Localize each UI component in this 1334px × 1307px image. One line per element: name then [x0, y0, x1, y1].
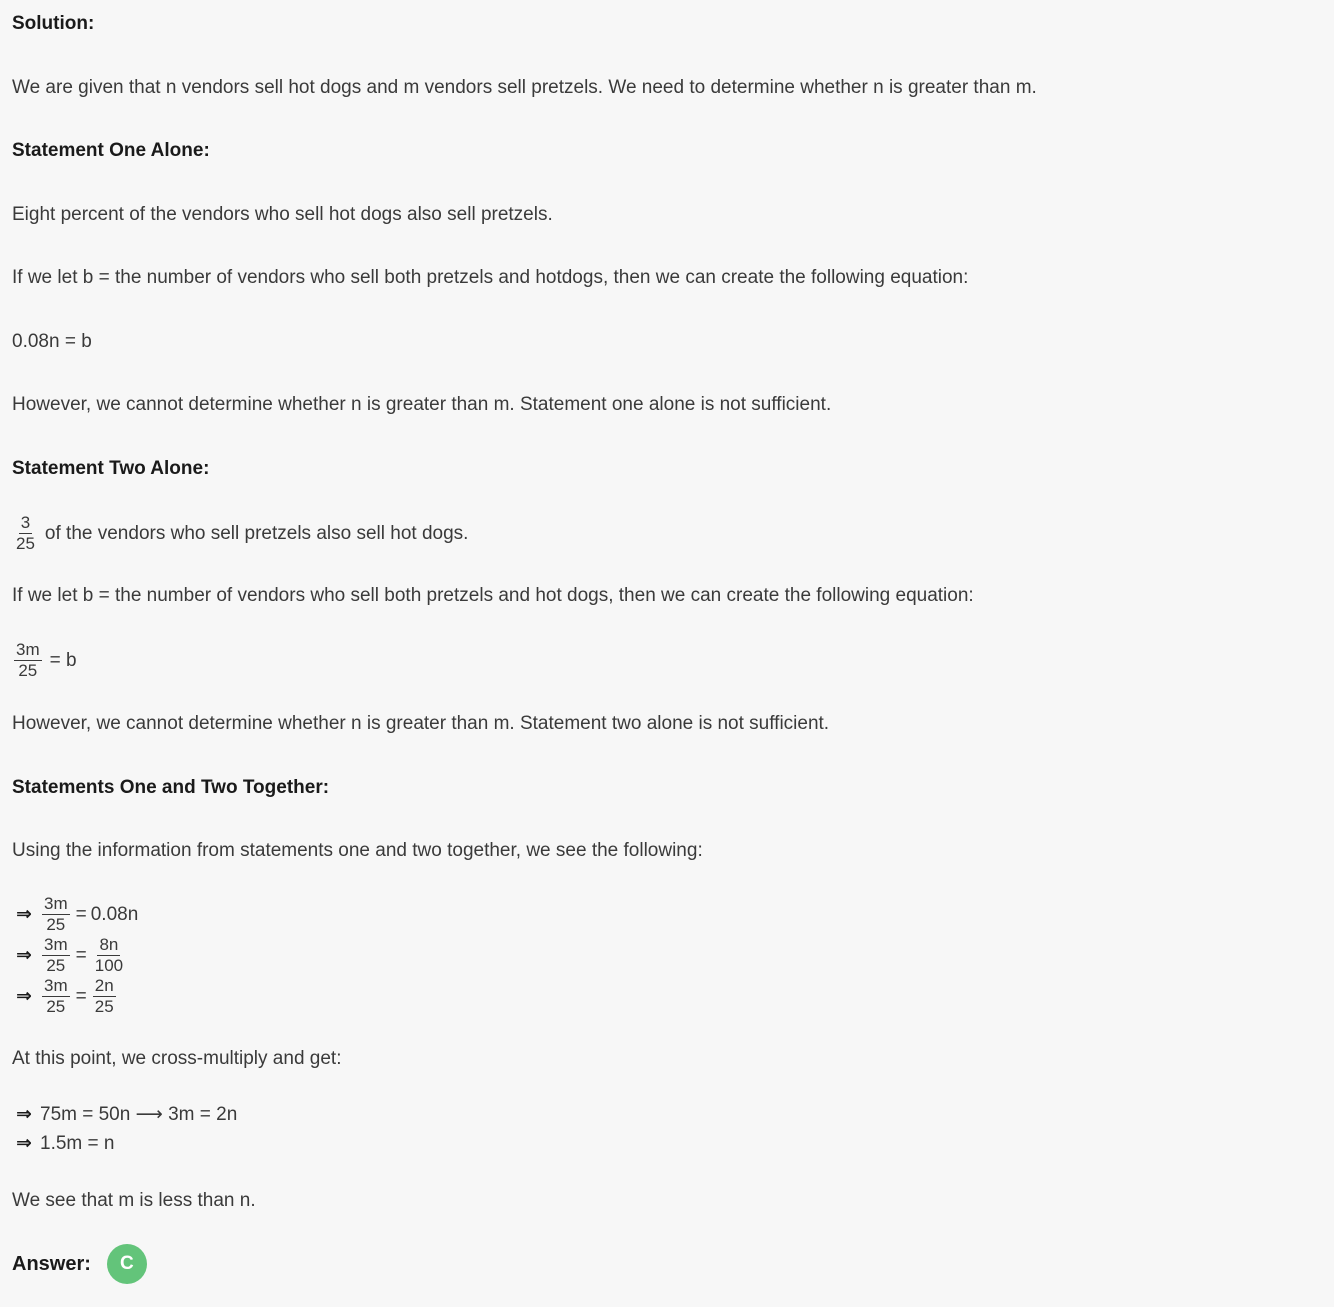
equals-sign: = — [75, 944, 87, 966]
statement-one-equation: 0.08n = b — [12, 331, 92, 352]
equation-rest: = b — [49, 649, 77, 671]
fraction-denominator: 25 — [46, 956, 66, 975]
fraction — [14, 514, 37, 553]
equals-sign: = — [75, 985, 87, 1007]
fraction — [93, 977, 116, 1016]
together-heading: Statements One and Two Together: — [12, 777, 330, 798]
cross-multiply-line — [12, 1103, 237, 1127]
fraction — [93, 936, 125, 975]
derivation-line — [12, 895, 138, 934]
fraction-denominator: 100 — [94, 956, 124, 975]
statement-two-heading: Statement Two Alone: — [12, 458, 210, 479]
fraction-numerator: 3m — [44, 976, 68, 995]
problem-intro: We are given that n vendors sell hot dogs and m vendors sell pretzels. We need to determine whether n is greater than m. — [12, 77, 1037, 98]
statement-two-rest: of the vendors who sell pretzels also sell hot dogs. — [44, 522, 469, 544]
cross-multiply-result: 75m = 50n ⟶ 3m = 2n — [40, 1104, 238, 1125]
derivation-line — [12, 936, 127, 975]
implies-icon: ⇒ — [16, 944, 32, 966]
cross-multiply-result: 1.5m = n — [40, 1133, 115, 1154]
fraction-numerator: 3m — [16, 640, 40, 659]
implies-icon: ⇒ — [16, 985, 32, 1007]
fraction-denominator: 25 — [46, 997, 66, 1016]
answer-badge: C — [107, 1244, 147, 1284]
fraction — [42, 977, 70, 1016]
fraction — [42, 936, 70, 975]
fraction-numerator: 3 — [20, 513, 31, 532]
fraction-numerator: 2n — [94, 976, 114, 995]
statement-two-setup: If we let b = the number of vendors who sell both pretzels and hot dogs, then we can create the following equation: — [12, 585, 974, 606]
statement-two-equation — [12, 641, 77, 680]
solution-heading: Solution: — [12, 13, 95, 34]
equals-sign: = — [75, 903, 87, 925]
answer-row — [12, 1244, 147, 1284]
fraction — [42, 895, 70, 934]
statement-one-conclusion: However, we cannot determine whether n is greater than m. Statement one alone is not sufficient. — [12, 394, 832, 415]
fraction-numerator: 8n — [99, 935, 119, 954]
right-hand-side: 0.08n — [90, 903, 139, 925]
fraction-denominator: 25 — [94, 997, 114, 1016]
statement-two-text — [12, 514, 468, 553]
statement-one-text: Eight percent of the vendors who sell hot dogs also sell pretzels. — [12, 204, 553, 225]
fraction-denominator: 25 — [16, 534, 35, 553]
answer-label: Answer: — [12, 1253, 91, 1275]
fraction — [14, 641, 42, 680]
fraction-numerator: 3m — [44, 935, 68, 954]
fraction-numerator: 3m — [44, 894, 68, 913]
statement-two-conclusion: However, we cannot determine whether n is greater than m. Statement two alone is not sufficient. — [12, 713, 830, 734]
fraction-denominator: 25 — [18, 661, 38, 680]
implies-icon: ⇒ — [16, 1133, 32, 1154]
cross-multiply-intro: At this point, we cross-multiply and get: — [12, 1048, 342, 1069]
implies-icon: ⇒ — [16, 1104, 32, 1125]
cross-multiply-line — [12, 1132, 114, 1156]
derivation-line — [12, 977, 118, 1016]
implies-icon: ⇒ — [16, 903, 32, 925]
final-conclusion: We see that m is less than n. — [12, 1190, 256, 1211]
together-intro: Using the information from statements one and two together, we see the following: — [12, 840, 703, 861]
statement-one-heading: Statement One Alone: — [12, 140, 210, 161]
statement-one-setup: If we let b = the number of vendors who sell both pretzels and hotdogs, then we can create the following equation: — [12, 267, 969, 288]
fraction-denominator: 25 — [46, 915, 66, 934]
